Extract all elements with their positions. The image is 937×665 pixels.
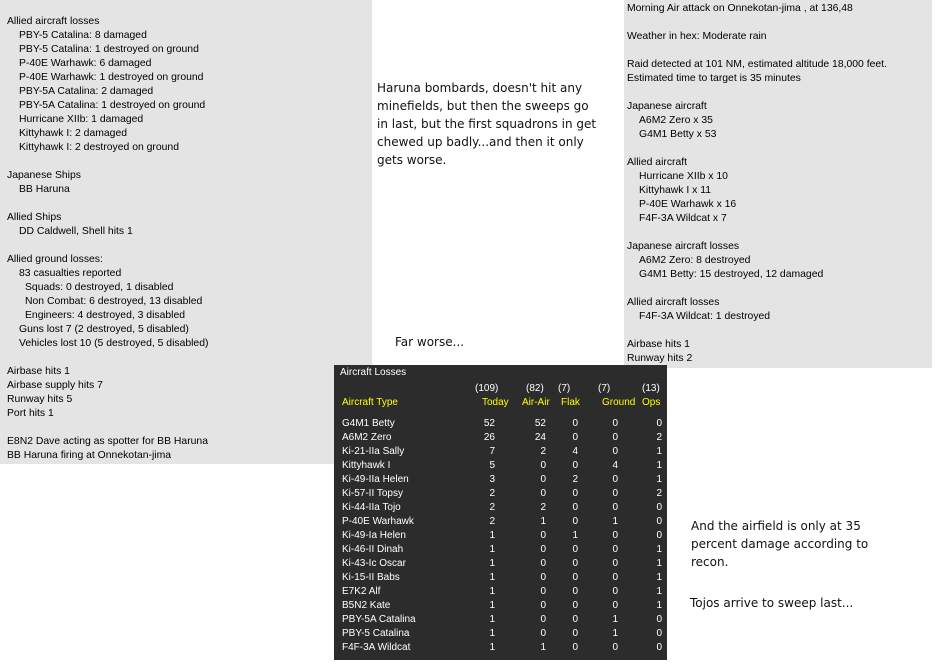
report-gap bbox=[7, 351, 372, 365]
haruna-comment: Haruna bombards, doesn't hit any minefields, but then the sweeps go in last, but the first squadrons in get chewed up badly...and then it only gets worse. bbox=[377, 81, 597, 167]
report-gap bbox=[627, 324, 932, 338]
airfield-comment: And the airfield is only at 35 percent damage according to recon. bbox=[691, 519, 869, 569]
report-line: Port hits 1 bbox=[7, 408, 54, 419]
report-line: Allied Ships bbox=[7, 212, 62, 223]
loss-count-cell: 0 bbox=[656, 642, 662, 653]
aircraft-type-cell: Ki-21-IIa Sally bbox=[342, 446, 405, 457]
report-line: Runway hits 2 bbox=[627, 353, 693, 364]
loss-count-cell: 1 bbox=[656, 544, 662, 555]
report-gap bbox=[627, 86, 932, 100]
report-line: Runway hits 5 bbox=[7, 394, 73, 405]
loss-count-cell: 1 bbox=[489, 600, 495, 611]
loss-count-cell: 0 bbox=[656, 418, 662, 429]
tojos-comment: Tojos arrive to sweep last... bbox=[690, 596, 854, 610]
report-gap bbox=[627, 226, 932, 240]
loss-count-cell: 0 bbox=[612, 418, 618, 429]
loss-count-cell: 1 bbox=[540, 642, 546, 653]
report-line: BB Haruna bbox=[19, 184, 70, 195]
loss-count-cell: 4 bbox=[612, 460, 618, 471]
loss-count-cell: 0 bbox=[612, 474, 618, 485]
loss-count-cell: 0 bbox=[572, 418, 578, 429]
loss-count-cell: 0 bbox=[540, 572, 546, 583]
report-gap bbox=[627, 16, 932, 30]
loss-count-cell: 1 bbox=[489, 544, 495, 555]
loss-count-cell: 52 bbox=[534, 418, 546, 429]
aircraft-type-cell: B5N2 Kate bbox=[342, 600, 391, 611]
table-row bbox=[334, 501, 667, 515]
loss-count-cell: 0 bbox=[540, 586, 546, 597]
table-row bbox=[334, 557, 667, 571]
loss-count-cell: 1 bbox=[656, 600, 662, 611]
table-row bbox=[334, 459, 667, 473]
report-line: G4M1 Betty: 15 destroyed, 12 damaged bbox=[639, 269, 824, 280]
report-line: Weather in hex: Moderate rain bbox=[627, 31, 767, 42]
aircraft-losses-table bbox=[334, 365, 667, 660]
aircraft-type-cell: PBY-5A Catalina bbox=[342, 614, 416, 625]
loss-count-cell: 0 bbox=[572, 642, 578, 653]
loss-count-cell: 52 bbox=[483, 418, 495, 429]
report-gap bbox=[7, 239, 372, 253]
aircraft-type-cell: PBY-5 Catalina bbox=[342, 628, 410, 639]
report-line: Allied aircraft bbox=[627, 157, 688, 168]
loss-count-cell: 0 bbox=[656, 516, 662, 527]
report-line: A6M2 Zero: 8 destroyed bbox=[639, 255, 751, 266]
allied-losses-report bbox=[0, 0, 372, 464]
report-gap bbox=[7, 155, 372, 169]
loss-count-cell: 0 bbox=[572, 572, 578, 583]
report-line: Vehicles lost 10 (5 destroyed, 5 disabled) bbox=[19, 338, 209, 349]
loss-count-cell: 0 bbox=[540, 628, 546, 639]
report-line: DD Caldwell, Shell hits 1 bbox=[19, 226, 133, 237]
aircraft-type-cell: Ki-57-II Topsy bbox=[342, 488, 403, 499]
loss-count-cell: 0 bbox=[656, 530, 662, 541]
aircraft-type-cell: Ki-15-II Babs bbox=[342, 572, 400, 583]
loss-count-cell: 0 bbox=[540, 544, 546, 555]
report-line: Allied ground losses: bbox=[7, 254, 103, 265]
loss-count-cell: 1 bbox=[656, 586, 662, 597]
column-header: Air-Air bbox=[522, 397, 550, 408]
report-line: Guns lost 7 (2 destroyed, 5 disabled) bbox=[19, 324, 189, 335]
aircraft-type-cell: A6M2 Zero bbox=[342, 432, 392, 443]
loss-count-cell: 0 bbox=[540, 600, 546, 611]
column-total: (7) bbox=[558, 383, 571, 394]
loss-count-cell: 0 bbox=[540, 530, 546, 541]
loss-count-cell: 2 bbox=[656, 432, 662, 443]
report-line: Estimated time to target is 35 minutes bbox=[627, 73, 801, 84]
loss-count-cell: 0 bbox=[572, 558, 578, 569]
loss-count-cell: 3 bbox=[489, 474, 495, 485]
loss-count-cell: 0 bbox=[540, 614, 546, 625]
table-row bbox=[334, 585, 667, 599]
far-worse-comment: Far worse... bbox=[395, 335, 465, 349]
loss-count-cell: 0 bbox=[612, 642, 618, 653]
column-header: Ground bbox=[602, 397, 636, 408]
table-row bbox=[334, 627, 667, 641]
report-gap bbox=[627, 44, 932, 58]
table-row bbox=[334, 529, 667, 543]
loss-count-cell: 0 bbox=[612, 544, 618, 555]
loss-count-cell: 2 bbox=[572, 474, 578, 485]
loss-count-cell: 0 bbox=[572, 600, 578, 611]
loss-count-cell: 0 bbox=[572, 502, 578, 513]
loss-count-cell: 0 bbox=[612, 600, 618, 611]
loss-count-cell: 0 bbox=[612, 446, 618, 457]
report-line: F4F-3A Wildcat: 1 destroyed bbox=[639, 311, 771, 322]
column-header: Flak bbox=[561, 397, 580, 408]
loss-count-cell: 26 bbox=[483, 432, 495, 443]
loss-count-cell: 1 bbox=[656, 558, 662, 569]
aircraft-type-cell: Ki-49-Ia Helen bbox=[342, 530, 406, 541]
loss-count-cell: 1 bbox=[612, 516, 618, 527]
report-line: Japanese aircraft losses bbox=[627, 241, 740, 252]
loss-count-cell: 0 bbox=[572, 460, 578, 471]
report-line: Airbase hits 1 bbox=[7, 366, 70, 377]
report-line: Allied aircraft losses bbox=[627, 297, 720, 308]
loss-count-cell: 0 bbox=[612, 530, 618, 541]
loss-count-cell: 0 bbox=[540, 474, 546, 485]
loss-count-cell: 1 bbox=[489, 558, 495, 569]
loss-count-cell: 1 bbox=[612, 628, 618, 639]
loss-count-cell: 1 bbox=[656, 572, 662, 583]
air-attack-report bbox=[624, 0, 932, 368]
report-line: BB Haruna firing at Onnekotan-jima bbox=[7, 450, 172, 461]
report-line: Airbase supply hits 7 bbox=[7, 380, 103, 391]
loss-count-cell: 0 bbox=[540, 558, 546, 569]
loss-count-cell: 2 bbox=[489, 516, 495, 527]
report-gap bbox=[7, 197, 372, 211]
report-line: Allied aircraft losses bbox=[7, 16, 100, 27]
report-line: PBY-5 Catalina: 8 damaged bbox=[19, 30, 147, 41]
report-line: PBY-5A Catalina: 1 destroyed on ground bbox=[19, 100, 206, 111]
report-line: Japanese Ships bbox=[7, 170, 81, 181]
loss-count-cell: 2 bbox=[489, 502, 495, 513]
loss-count-cell: 2 bbox=[489, 488, 495, 499]
loss-count-cell: 0 bbox=[572, 544, 578, 555]
loss-count-cell: 0 bbox=[612, 586, 618, 597]
loss-count-cell: 1 bbox=[656, 446, 662, 457]
report-line: P-40E Warhawk: 1 destroyed on ground bbox=[19, 72, 204, 83]
loss-count-cell: 1 bbox=[656, 460, 662, 471]
report-line: Non Combat: 6 destroyed, 13 disabled bbox=[25, 296, 203, 307]
loss-count-cell: 0 bbox=[540, 488, 546, 499]
aircraft-type-cell: Kittyhawk I bbox=[342, 460, 391, 471]
loss-count-cell: 0 bbox=[572, 488, 578, 499]
column-header: Ops bbox=[642, 397, 661, 408]
report-line: PBY-5A Catalina: 2 damaged bbox=[19, 86, 154, 97]
loss-count-cell: 4 bbox=[572, 446, 578, 457]
loss-count-cell: 1 bbox=[612, 614, 618, 625]
aircraft-type-cell: Ki-49-IIa Helen bbox=[342, 474, 409, 485]
aircraft-type-cell: G4M1 Betty bbox=[342, 418, 395, 429]
aircraft-type-cell: F4F-3A Wildcat bbox=[342, 642, 411, 653]
report-line: G4M1 Betty x 53 bbox=[639, 129, 717, 140]
loss-count-cell: 2 bbox=[540, 446, 546, 457]
report-line: Kittyhawk I x 11 bbox=[639, 185, 711, 196]
table-row bbox=[334, 473, 667, 487]
report-line: Engineers: 4 destroyed, 3 disabled bbox=[25, 310, 186, 321]
loss-count-cell: 1 bbox=[489, 586, 495, 597]
loss-count-cell: 0 bbox=[612, 502, 618, 513]
report-line: Raid detected at 101 NM, estimated altitude 18,000 feet. bbox=[627, 59, 887, 70]
table-row bbox=[334, 613, 667, 627]
aircraft-type-cell: P-40E Warhawk bbox=[342, 516, 414, 527]
report-line: A6M2 Zero x 35 bbox=[639, 115, 713, 126]
loss-count-cell: 1 bbox=[489, 530, 495, 541]
report-gap bbox=[627, 282, 932, 296]
report-line: E8N2 Dave acting as spotter for BB Haruna bbox=[7, 436, 208, 447]
loss-count-cell: 1 bbox=[489, 628, 495, 639]
table-row bbox=[334, 599, 667, 613]
table-row bbox=[334, 487, 667, 501]
loss-count-cell: 5 bbox=[489, 460, 495, 471]
loss-count-cell: 0 bbox=[572, 516, 578, 527]
loss-count-cell: 0 bbox=[656, 502, 662, 513]
table-row bbox=[334, 417, 667, 431]
aircraft-type-cell: Ki-43-Ic Oscar bbox=[342, 558, 406, 569]
report-line: Japanese aircraft bbox=[627, 101, 707, 112]
loss-count-cell: 0 bbox=[540, 460, 546, 471]
loss-count-cell: 2 bbox=[540, 502, 546, 513]
report-line: 83 casualties reported bbox=[19, 268, 122, 279]
column-header: Today bbox=[482, 397, 509, 408]
loss-count-cell: 0 bbox=[612, 488, 618, 499]
loss-count-cell: 0 bbox=[572, 432, 578, 443]
column-total: (7) bbox=[598, 383, 611, 394]
column-total: (109) bbox=[475, 383, 499, 394]
loss-count-cell: 0 bbox=[656, 628, 662, 639]
loss-count-cell: 1 bbox=[489, 614, 495, 625]
aircraft-type-cell: Ki-44-IIa Tojo bbox=[342, 502, 401, 513]
report-line: Squads: 0 destroyed, 1 disabled bbox=[25, 282, 174, 293]
table-row bbox=[334, 543, 667, 557]
table-row bbox=[334, 641, 667, 655]
report-gap bbox=[7, 421, 372, 435]
report-line: Morning Air attack on Onnekotan-jima , at 136,48 bbox=[627, 3, 853, 14]
report-line: Hurricane XIIb: 1 damaged bbox=[19, 114, 144, 125]
column-header: Aircraft Type bbox=[342, 397, 398, 408]
loss-count-cell: 1 bbox=[656, 474, 662, 485]
loss-count-cell: 1 bbox=[572, 530, 578, 541]
loss-count-cell: 1 bbox=[540, 516, 546, 527]
aircraft-type-cell: E7K2 Alf bbox=[342, 586, 381, 597]
loss-count-cell: 0 bbox=[572, 586, 578, 597]
report-line: Hurricane XIIb x 10 bbox=[639, 171, 728, 182]
table-row bbox=[334, 431, 667, 445]
loss-count-cell: 1 bbox=[489, 572, 495, 583]
loss-count-cell: 1 bbox=[489, 642, 495, 653]
column-total: (82) bbox=[526, 383, 544, 394]
table-row bbox=[334, 445, 667, 459]
column-total: (13) bbox=[642, 383, 660, 394]
loss-count-cell: 0 bbox=[612, 558, 618, 569]
loss-count-cell: 2 bbox=[656, 488, 662, 499]
loss-count-cell: 24 bbox=[534, 432, 546, 443]
report-line: Airbase hits 1 bbox=[627, 339, 690, 350]
report-line: PBY-5 Catalina: 1 destroyed on ground bbox=[19, 44, 199, 55]
table-row bbox=[334, 571, 667, 585]
loss-count-cell: 7 bbox=[489, 446, 495, 457]
report-line: P-40E Warhawk: 6 damaged bbox=[19, 58, 152, 69]
table-row bbox=[334, 515, 667, 529]
loss-count-cell: 0 bbox=[612, 432, 618, 443]
report-line: Kittyhawk I: 2 damaged bbox=[19, 128, 128, 139]
loss-count-cell: 0 bbox=[572, 628, 578, 639]
report-line: P-40E Warhawk x 16 bbox=[639, 199, 737, 210]
aircraft-type-cell: Ki-46-II Dinah bbox=[342, 544, 404, 555]
report-line: F4F-3A Wildcat x 7 bbox=[639, 213, 727, 224]
loss-count-cell: 0 bbox=[656, 614, 662, 625]
loss-count-cell: 0 bbox=[612, 572, 618, 583]
report-gap bbox=[627, 142, 932, 156]
losses-title: Aircraft Losses bbox=[340, 367, 407, 378]
loss-count-cell: 0 bbox=[572, 614, 578, 625]
report-line: Kittyhawk I: 2 destroyed on ground bbox=[19, 142, 179, 153]
